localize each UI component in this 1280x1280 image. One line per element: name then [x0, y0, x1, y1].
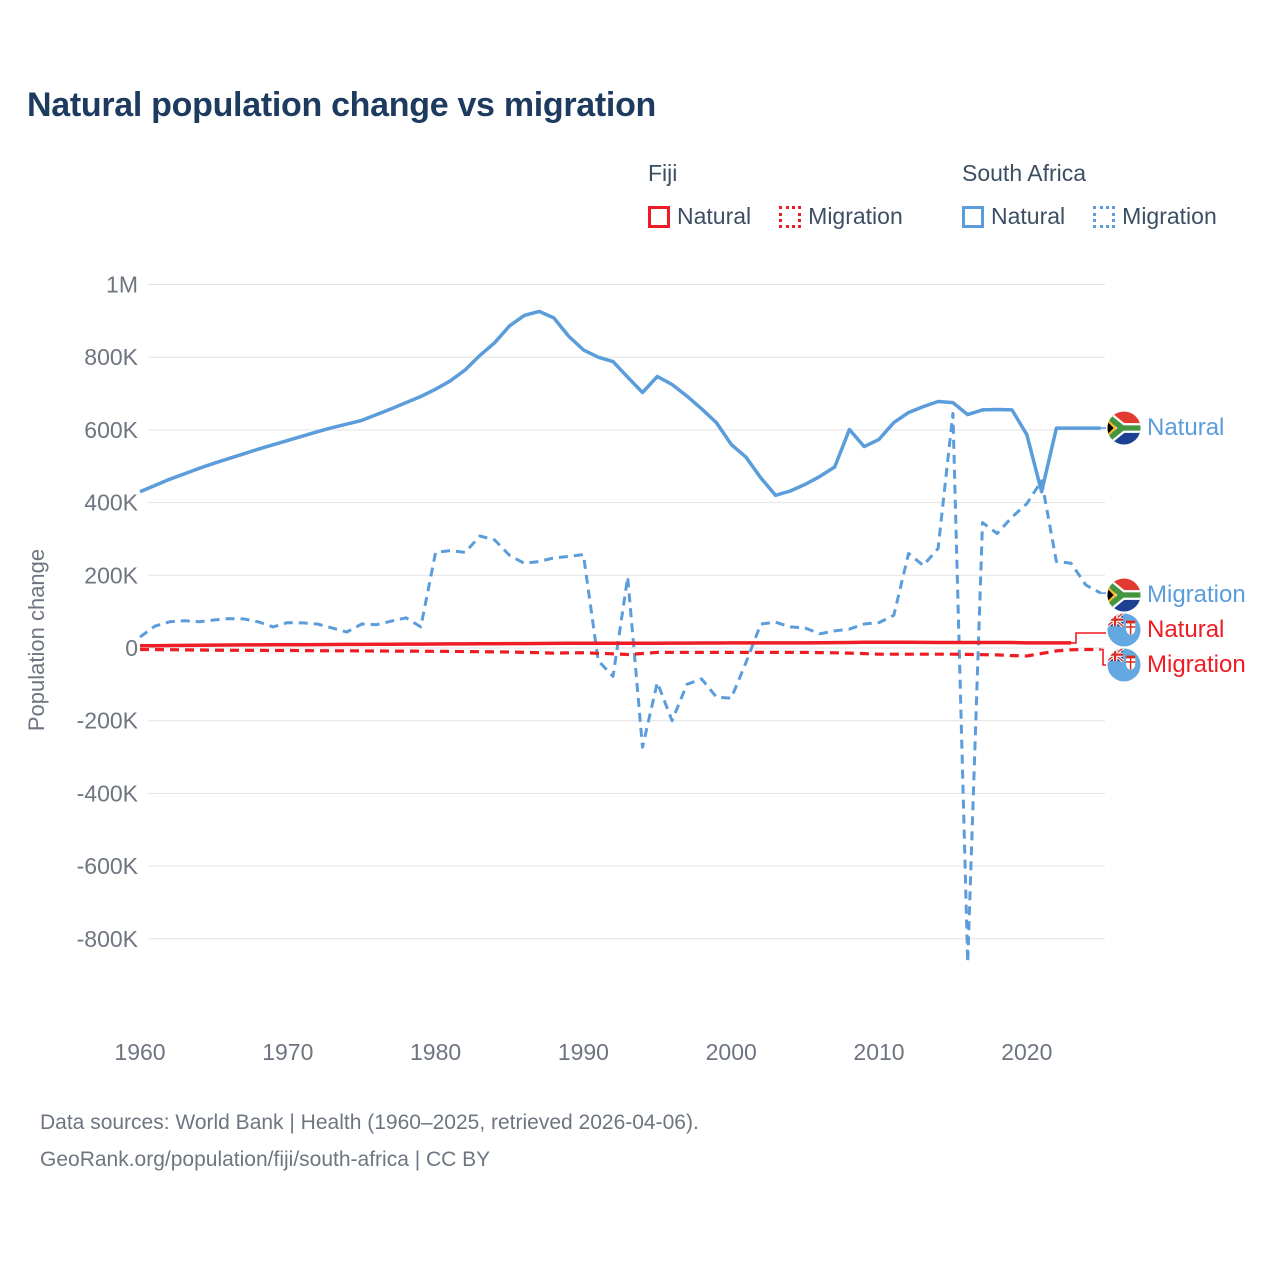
end-label-text-sa-migration: Migration	[1147, 581, 1246, 608]
end-label-text-sa-natural: Natural	[1147, 414, 1225, 441]
y-tick-label-800K: 800K	[84, 344, 138, 371]
series-line-fiji-natural[interactable]	[140, 642, 1071, 646]
x-tick-label-1960: 1960	[114, 1039, 166, 1065]
x-tick-label-1980: 1980	[410, 1039, 462, 1065]
legend-country-south-africa: South Africa	[962, 160, 1087, 186]
series-line-south-africa-migration[interactable]	[140, 414, 1101, 963]
x-tick-label-1990: 1990	[557, 1039, 609, 1065]
x-tick-label-2010: 2010	[853, 1039, 905, 1065]
y-tick-label--400K: -400K	[76, 780, 138, 807]
x-tick-label-1970: 1970	[262, 1039, 314, 1065]
legend-label-fiji-migration: Migration	[808, 203, 903, 229]
series-line-south-africa-natural[interactable]	[140, 311, 1101, 495]
legend-country-fiji: Fiji	[648, 160, 678, 186]
y-tick-label-1M: 1M	[106, 271, 138, 298]
series-lines	[140, 311, 1106, 962]
end-label-fiji-natural	[1107, 613, 1224, 647]
y-tick-label-200K: 200K	[84, 562, 138, 589]
axis-ticks	[77, 272, 1053, 1066]
y-tick-label--600K: -600K	[76, 853, 138, 880]
legend-label-south-africa-migration: Migration	[1122, 203, 1217, 229]
end-label-fiji-migration	[1107, 648, 1246, 682]
end-label-text-fiji-migration: Migration	[1147, 651, 1246, 678]
end-label-text-fiji-natural: Natural	[1147, 616, 1225, 643]
gridlines	[148, 285, 1105, 939]
y-axis-title: Population change	[24, 548, 49, 732]
y-tick-label--200K: -200K	[76, 707, 138, 734]
leader-fiji-migration	[1101, 650, 1106, 666]
x-tick-label-2020: 2020	[1001, 1039, 1053, 1065]
fiji-flag-icon	[1107, 648, 1141, 682]
y-tick-label-600K: 600K	[84, 416, 138, 443]
fiji-flag-icon	[1107, 613, 1141, 647]
y-tick-label-0: 0	[125, 635, 138, 661]
source-line-1: Data sources: World Bank | Health (1960–2025, retrieved 2026-04-06).	[40, 1111, 699, 1134]
leader-fiji-natural	[1071, 633, 1106, 643]
series-line-fiji-migration[interactable]	[140, 650, 1101, 657]
y-tick-label-400K: 400K	[84, 489, 138, 516]
legend-label-south-africa-natural: Natural	[991, 203, 1066, 229]
source-line-2: GeoRank.org/population/fiji/south-africa | CC BY	[40, 1148, 491, 1171]
y-tick-label--800K: -800K	[76, 925, 138, 952]
source-note	[40, 1104, 699, 1178]
x-tick-label-2000: 2000	[705, 1039, 757, 1065]
south-africa-flag-icon	[1107, 578, 1141, 612]
legend-label-fiji-natural: Natural	[677, 203, 752, 229]
chart-title: Natural population change vs migration	[27, 86, 657, 124]
end-label-south-africa-migration	[1107, 578, 1246, 612]
end-label-south-africa-natural	[1107, 411, 1224, 445]
south-africa-flag-icon	[1107, 411, 1141, 445]
